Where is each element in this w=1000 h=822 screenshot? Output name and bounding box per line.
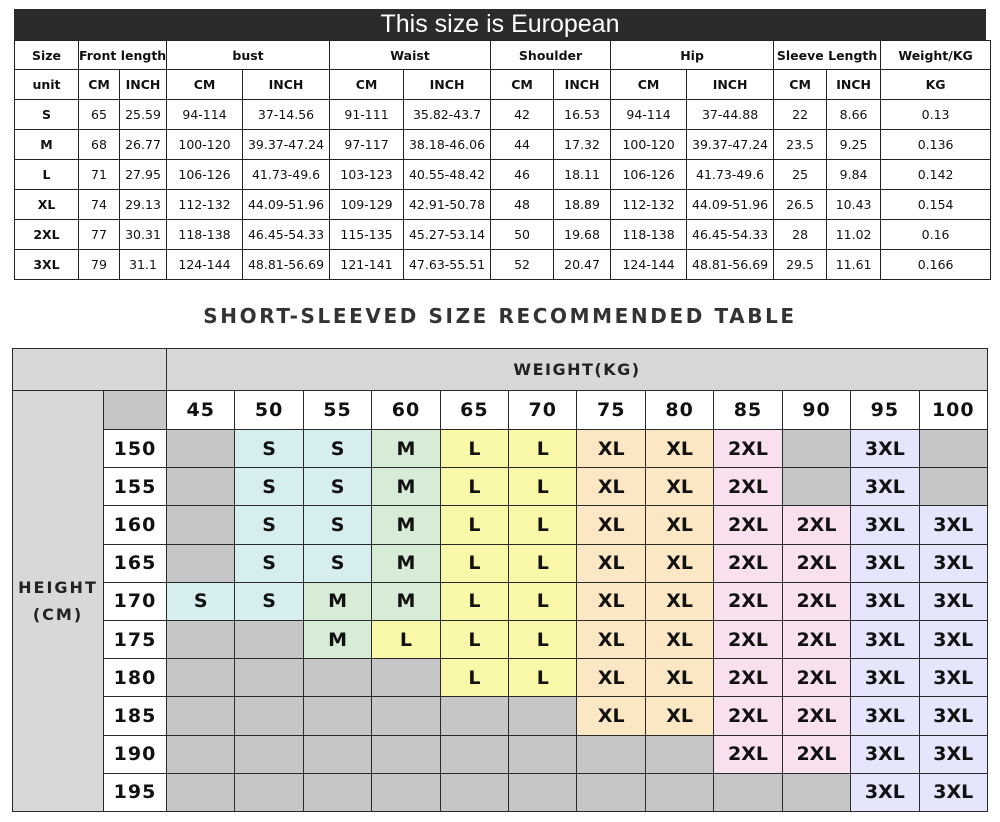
size-row bbox=[15, 250, 991, 280]
empty-cell bbox=[646, 736, 713, 773]
measurement-cell: 45.27-53.14 bbox=[404, 220, 491, 250]
size-recommendation-cell: S bbox=[235, 583, 302, 620]
measurement-cell: 25 bbox=[774, 160, 827, 190]
measurement-cell: 94-114 bbox=[167, 100, 243, 130]
size-recommendation-cell: XL bbox=[577, 697, 644, 734]
empty-cell bbox=[577, 774, 644, 811]
size-recommendation-cell: S bbox=[235, 545, 302, 582]
size-label-cell: L bbox=[15, 160, 79, 190]
size-recommendation-cell: L bbox=[441, 468, 508, 505]
empty-cell bbox=[783, 430, 850, 467]
size-label-cell: 3XL bbox=[15, 250, 79, 280]
measurement-cell: 8.66 bbox=[827, 100, 881, 130]
measurement-cell: 97-117 bbox=[330, 130, 404, 160]
measurement-cell: 39.37-47.24 bbox=[687, 130, 774, 160]
size-row bbox=[15, 130, 991, 160]
header-sleeve-length: Sleeve Length bbox=[774, 41, 881, 70]
unit-cell: INCH bbox=[554, 70, 611, 100]
size-recommendation-cell: S bbox=[235, 430, 302, 467]
weight-header-cell: 100 bbox=[920, 391, 987, 429]
size-recommendation-cell: XL bbox=[577, 545, 644, 582]
measurement-cell: 46 bbox=[491, 160, 554, 190]
measurement-cell: 35.82-43.7 bbox=[404, 100, 491, 130]
size-recommendation-cell: 2XL bbox=[714, 430, 781, 467]
measurement-cell: 18.89 bbox=[554, 190, 611, 220]
size-recommendation-cell: 3XL bbox=[920, 583, 987, 620]
size-recommendation-cell: M bbox=[372, 545, 439, 582]
size-recommendation-cell: L bbox=[509, 583, 576, 620]
measurement-cell: 30.31 bbox=[120, 220, 167, 250]
measurement-cell: 44.09-51.96 bbox=[687, 190, 774, 220]
empty-cell bbox=[167, 506, 234, 543]
empty-cell bbox=[372, 736, 439, 773]
size-recommendation-cell: 3XL bbox=[851, 583, 918, 620]
size-recommendation-cell: 3XL bbox=[920, 506, 987, 543]
size-recommendation-cell: 3XL bbox=[920, 659, 987, 696]
header-shoulder: Shoulder bbox=[491, 41, 611, 70]
height-header-cell: 150 bbox=[104, 430, 166, 467]
measurement-cell: 29.5 bbox=[774, 250, 827, 280]
size-recommendation-cell: S bbox=[304, 468, 371, 505]
weight-header-cell: 90 bbox=[783, 391, 850, 429]
measurement-cell: 47.63-55.51 bbox=[404, 250, 491, 280]
measurement-cell: 0.136 bbox=[881, 130, 991, 160]
empty-cell bbox=[509, 736, 576, 773]
empty-cell bbox=[509, 774, 576, 811]
size-recommendation-cell: S bbox=[235, 468, 302, 505]
measurement-cell: 9.25 bbox=[827, 130, 881, 160]
measurement-cell: 106-126 bbox=[611, 160, 687, 190]
measurement-cell: 9.84 bbox=[827, 160, 881, 190]
unit-cell: CM bbox=[611, 70, 687, 100]
measurement-cell: 118-138 bbox=[167, 220, 243, 250]
size-recommendation-cell: 2XL bbox=[714, 545, 781, 582]
measurement-cell: 27.95 bbox=[120, 160, 167, 190]
measurement-cell: 106-126 bbox=[167, 160, 243, 190]
empty-cell bbox=[304, 659, 371, 696]
size-row bbox=[15, 100, 991, 130]
measurement-cell: 94-114 bbox=[611, 100, 687, 130]
size-recommendation-cell: 2XL bbox=[783, 506, 850, 543]
measurement-cell: 28 bbox=[774, 220, 827, 250]
measurement-cell: 42.91-50.78 bbox=[404, 190, 491, 220]
size-recommendation-cell: L bbox=[441, 583, 508, 620]
weight-header-cell: 55 bbox=[304, 391, 371, 429]
empty-cell bbox=[783, 774, 850, 811]
weight-header-cell: 70 bbox=[509, 391, 576, 429]
size-recommendation-cell: L bbox=[441, 545, 508, 582]
empty-cell bbox=[372, 774, 439, 811]
weight-header-cell: 75 bbox=[577, 391, 644, 429]
size-recommendation-cell: M bbox=[304, 621, 371, 658]
height-header-cell: 195 bbox=[104, 774, 166, 811]
size-recommendation-cell: 3XL bbox=[851, 659, 918, 696]
measurement-cell: 44 bbox=[491, 130, 554, 160]
size-recommendation-cell: XL bbox=[646, 545, 713, 582]
weight-header-cell: 65 bbox=[441, 391, 508, 429]
weight-header-cell: 45 bbox=[167, 391, 234, 429]
header-weight: Weight/KG bbox=[881, 41, 991, 70]
size-recommendation-cell: L bbox=[509, 468, 576, 505]
unit-cell: CM bbox=[774, 70, 827, 100]
size-recommendation-cell: XL bbox=[646, 697, 713, 734]
empty-cell bbox=[441, 697, 508, 734]
empty-cell bbox=[235, 621, 302, 658]
height-axis-label bbox=[13, 391, 103, 811]
measurement-cell: 46.45-54.33 bbox=[687, 220, 774, 250]
size-recommendation-cell: 3XL bbox=[920, 545, 987, 582]
empty-cell bbox=[235, 659, 302, 696]
size-label-cell: XL bbox=[15, 190, 79, 220]
weight-axis-label: WEIGHT(KG) bbox=[167, 349, 987, 390]
size-recommendation-cell: S bbox=[235, 506, 302, 543]
measurement-cell: 109-129 bbox=[330, 190, 404, 220]
measurement-cell: 68 bbox=[79, 130, 120, 160]
height-label-text: HEIGHT bbox=[18, 578, 98, 597]
measurement-cell: 100-120 bbox=[611, 130, 687, 160]
unit-cell: KG bbox=[881, 70, 991, 100]
measurement-cell: 112-132 bbox=[611, 190, 687, 220]
unit-cell: INCH bbox=[404, 70, 491, 100]
size-label-cell: 2XL bbox=[15, 220, 79, 250]
header-hip: Hip bbox=[611, 41, 774, 70]
empty-cell bbox=[304, 736, 371, 773]
measurement-cell: 44.09-51.96 bbox=[243, 190, 330, 220]
measurement-cell: 37-14.56 bbox=[243, 100, 330, 130]
empty-cell bbox=[167, 659, 234, 696]
size-recommendation-cell: M bbox=[372, 583, 439, 620]
measurement-cell: 17.32 bbox=[554, 130, 611, 160]
measurement-cell: 121-141 bbox=[330, 250, 404, 280]
height-header-cell: 185 bbox=[104, 697, 166, 734]
size-recommendation-cell: 3XL bbox=[851, 430, 918, 467]
size-recommendation-cell: 3XL bbox=[920, 697, 987, 734]
measurement-cell: 79 bbox=[79, 250, 120, 280]
height-unit-text: (CM) bbox=[32, 605, 84, 624]
measurement-cell: 11.02 bbox=[827, 220, 881, 250]
empty-cell bbox=[372, 659, 439, 696]
recommend-table bbox=[12, 348, 988, 812]
size-recommendation-cell: 2XL bbox=[714, 659, 781, 696]
measurement-cell: 40.55-48.42 bbox=[404, 160, 491, 190]
measurement-cell: 48.81-56.69 bbox=[243, 250, 330, 280]
size-recommendation-cell: M bbox=[372, 506, 439, 543]
size-recommendation-cell: XL bbox=[577, 506, 644, 543]
size-recommendation-cell: 3XL bbox=[851, 621, 918, 658]
unit-cell: INCH bbox=[827, 70, 881, 100]
weight-header-cell: 50 bbox=[235, 391, 302, 429]
size-recommendation-cell: 2XL bbox=[783, 621, 850, 658]
height-header-cell: 160 bbox=[104, 506, 166, 543]
recommend-table-title: SHORT-SLEEVED SIZE RECOMMENDED TABLE bbox=[203, 304, 797, 328]
empty-cell bbox=[235, 697, 302, 734]
size-row bbox=[15, 220, 991, 250]
empty-cell bbox=[167, 736, 234, 773]
size-recommendation-cell: XL bbox=[577, 583, 644, 620]
measurement-cell: 124-144 bbox=[167, 250, 243, 280]
empty-cell bbox=[167, 545, 234, 582]
size-recommendation-cell: L bbox=[441, 659, 508, 696]
size-recommendation-cell: XL bbox=[646, 659, 713, 696]
empty-cell bbox=[235, 774, 302, 811]
size-recommendation-cell: S bbox=[304, 545, 371, 582]
size-recommendation-cell: XL bbox=[577, 468, 644, 505]
unit-cell: CM bbox=[79, 70, 120, 100]
unit-cell: CM bbox=[491, 70, 554, 100]
empty-cell bbox=[646, 774, 713, 811]
size-recommendation-cell: 3XL bbox=[851, 697, 918, 734]
measurement-cell: 48 bbox=[491, 190, 554, 220]
empty-cell bbox=[920, 430, 987, 467]
height-header-cell: 190 bbox=[104, 736, 166, 773]
size-recommendation-cell: M bbox=[304, 583, 371, 620]
measurement-cell: 20.47 bbox=[554, 250, 611, 280]
size-recommendation-cell: 3XL bbox=[851, 506, 918, 543]
size-recommendation-cell: 2XL bbox=[714, 583, 781, 620]
unit-cell: CM bbox=[330, 70, 404, 100]
size-recommendation-cell: XL bbox=[577, 659, 644, 696]
measurement-cell: 38.18-46.06 bbox=[404, 130, 491, 160]
size-recommendation-cell: XL bbox=[646, 621, 713, 658]
measurement-cell: 26.77 bbox=[120, 130, 167, 160]
blank-header-cell bbox=[104, 391, 166, 429]
empty-cell bbox=[441, 774, 508, 811]
size-recommendation-cell: S bbox=[167, 583, 234, 620]
empty-cell bbox=[304, 774, 371, 811]
size-recommendation-cell: 2XL bbox=[783, 659, 850, 696]
weight-header-cell: 60 bbox=[372, 391, 439, 429]
size-recommendation-cell: 2XL bbox=[714, 697, 781, 734]
empty-cell bbox=[783, 468, 850, 505]
height-header-cell: 155 bbox=[104, 468, 166, 505]
measurement-cell: 42 bbox=[491, 100, 554, 130]
measurement-cell: 10.43 bbox=[827, 190, 881, 220]
unit-cell: CM bbox=[167, 70, 243, 100]
empty-cell bbox=[509, 697, 576, 734]
measurement-cell: 16.53 bbox=[554, 100, 611, 130]
size-recommendation-cell: XL bbox=[577, 621, 644, 658]
size-recommendation-cell: L bbox=[509, 621, 576, 658]
measurement-cell: 91-111 bbox=[330, 100, 404, 130]
size-recommendation-cell: L bbox=[441, 506, 508, 543]
size-recommendation-cell: XL bbox=[646, 583, 713, 620]
size-recommendation-cell: L bbox=[509, 545, 576, 582]
unit-cell: INCH bbox=[243, 70, 330, 100]
weight-header-cell: 85 bbox=[714, 391, 781, 429]
measurement-cell: 31.1 bbox=[120, 250, 167, 280]
header-bust: bust bbox=[167, 41, 330, 70]
measurement-cell: 22 bbox=[774, 100, 827, 130]
empty-cell bbox=[441, 736, 508, 773]
empty-cell bbox=[235, 736, 302, 773]
size-recommendation-cell: L bbox=[441, 430, 508, 467]
empty-cell bbox=[372, 697, 439, 734]
size-recommendation-cell: 3XL bbox=[920, 736, 987, 773]
measurement-cell: 118-138 bbox=[611, 220, 687, 250]
height-header-cell: 175 bbox=[104, 621, 166, 658]
size-row bbox=[15, 160, 991, 190]
measurement-cell: 0.16 bbox=[881, 220, 991, 250]
empty-cell bbox=[577, 736, 644, 773]
size-recommendation-cell: L bbox=[509, 430, 576, 467]
size-recommendation-cell: S bbox=[304, 506, 371, 543]
measurement-cell: 41.73-49.6 bbox=[687, 160, 774, 190]
measurement-cell: 50 bbox=[491, 220, 554, 250]
size-recommendation-cell: L bbox=[372, 621, 439, 658]
size-recommendation-cell: L bbox=[509, 659, 576, 696]
unit-cell: INCH bbox=[120, 70, 167, 100]
size-recommendation-cell: S bbox=[304, 430, 371, 467]
size-recommendation-cell: 3XL bbox=[851, 736, 918, 773]
size-label-cell: M bbox=[15, 130, 79, 160]
measurement-cell: 100-120 bbox=[167, 130, 243, 160]
measurement-cell: 39.37-47.24 bbox=[243, 130, 330, 160]
measurement-cell: 124-144 bbox=[611, 250, 687, 280]
size-recommendation-cell: 2XL bbox=[783, 545, 850, 582]
measurement-cell: 46.45-54.33 bbox=[243, 220, 330, 250]
measurement-cell: 37-44.88 bbox=[687, 100, 774, 130]
size-recommendation-cell: 3XL bbox=[851, 545, 918, 582]
size-recommendation-cell: L bbox=[441, 621, 508, 658]
measurement-cell: 41.73-49.6 bbox=[243, 160, 330, 190]
empty-cell bbox=[167, 697, 234, 734]
measurement-cell: 71 bbox=[79, 160, 120, 190]
measurement-cell: 112-132 bbox=[167, 190, 243, 220]
measurement-cell: 18.11 bbox=[554, 160, 611, 190]
size-recommendation-cell: XL bbox=[646, 468, 713, 505]
empty-cell bbox=[714, 774, 781, 811]
measurement-cell: 65 bbox=[79, 100, 120, 130]
measurement-cell: 29.13 bbox=[120, 190, 167, 220]
size-label-cell: S bbox=[15, 100, 79, 130]
height-header-cell: 165 bbox=[104, 545, 166, 582]
measurement-cell: 11.61 bbox=[827, 250, 881, 280]
height-header-cell: 170 bbox=[104, 583, 166, 620]
corner-cell bbox=[13, 349, 166, 390]
measurement-cell: 74 bbox=[79, 190, 120, 220]
height-header-cell: 180 bbox=[104, 659, 166, 696]
measurement-cell: 115-135 bbox=[330, 220, 404, 250]
measurement-cell: 0.154 bbox=[881, 190, 991, 220]
size-recommendation-cell: 3XL bbox=[851, 468, 918, 505]
empty-cell bbox=[167, 774, 234, 811]
measurement-cell: 52 bbox=[491, 250, 554, 280]
empty-cell bbox=[920, 468, 987, 505]
size-recommendation-cell: 2XL bbox=[714, 736, 781, 773]
weight-header-cell: 95 bbox=[851, 391, 918, 429]
size-recommendation-cell: M bbox=[372, 468, 439, 505]
measurement-cell: 0.166 bbox=[881, 250, 991, 280]
measurement-cell: 77 bbox=[79, 220, 120, 250]
size-chart-table bbox=[14, 40, 991, 280]
size-recommendation-cell: 2XL bbox=[714, 468, 781, 505]
size-recommendation-cell: 2XL bbox=[714, 506, 781, 543]
size-recommendation-cell: 2XL bbox=[714, 621, 781, 658]
size-recommendation-cell: XL bbox=[646, 506, 713, 543]
measurement-cell: 0.13 bbox=[881, 100, 991, 130]
size-recommendation-cell: XL bbox=[577, 430, 644, 467]
size-recommendation-cell: M bbox=[372, 430, 439, 467]
size-row bbox=[15, 190, 991, 220]
size-recommendation-cell: 3XL bbox=[920, 621, 987, 658]
measurement-cell: 26.5 bbox=[774, 190, 827, 220]
measurement-cell: 25.59 bbox=[120, 100, 167, 130]
unit-row bbox=[15, 70, 991, 100]
measurement-cell: 0.142 bbox=[881, 160, 991, 190]
header-front-length: Front length bbox=[79, 41, 167, 70]
size-chart-title: This size is European bbox=[14, 9, 986, 40]
size-recommendation-cell: L bbox=[509, 506, 576, 543]
empty-cell bbox=[167, 430, 234, 467]
size-recommendation-cell: XL bbox=[646, 430, 713, 467]
measurement-cell: 103-123 bbox=[330, 160, 404, 190]
size-recommendation-cell: 2XL bbox=[783, 736, 850, 773]
empty-cell bbox=[167, 468, 234, 505]
measurement-cell: 19.68 bbox=[554, 220, 611, 250]
weight-header-cell: 80 bbox=[646, 391, 713, 429]
size-recommendation-cell: 3XL bbox=[920, 774, 987, 811]
measurement-cell: 48.81-56.69 bbox=[687, 250, 774, 280]
empty-cell bbox=[167, 621, 234, 658]
size-recommendation-cell: 3XL bbox=[851, 774, 918, 811]
unit-cell: INCH bbox=[687, 70, 774, 100]
empty-cell bbox=[304, 697, 371, 734]
size-recommendation-cell: 2XL bbox=[783, 697, 850, 734]
size-recommendation-cell: 2XL bbox=[783, 583, 850, 620]
unit-cell: unit bbox=[15, 70, 79, 100]
measurement-cell: 23.5 bbox=[774, 130, 827, 160]
header-waist: Waist bbox=[330, 41, 491, 70]
header-size: Size bbox=[15, 41, 79, 70]
